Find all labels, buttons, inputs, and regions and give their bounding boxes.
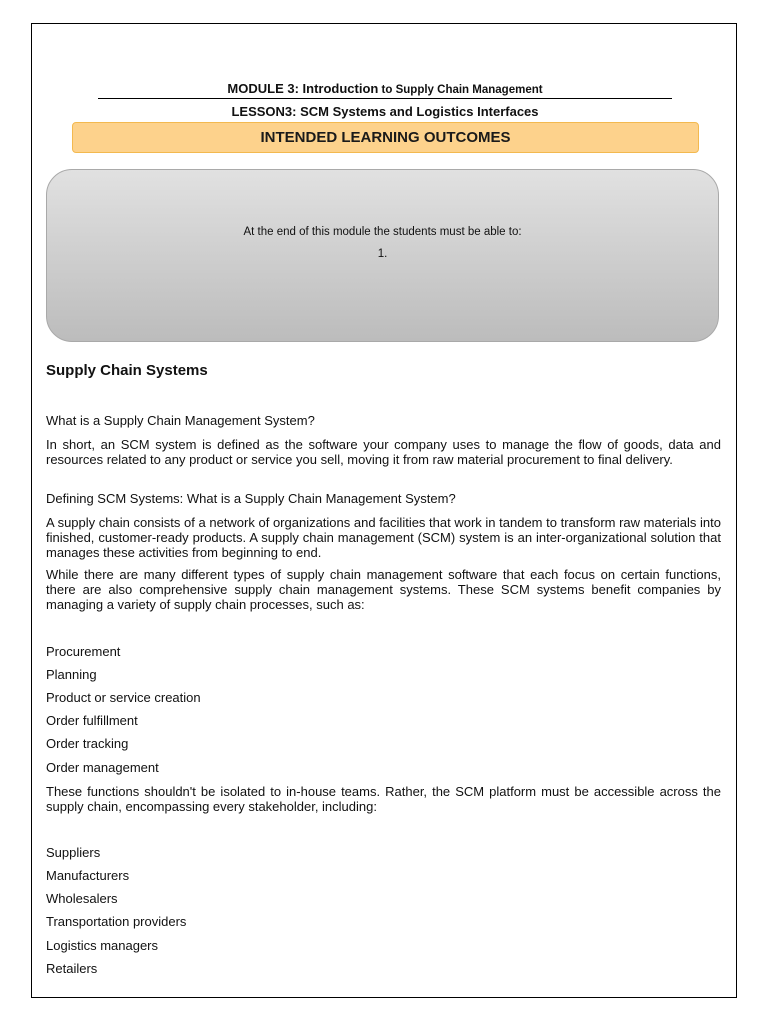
lesson-title: LESSON3: SCM Systems and Logistics Interfaces — [231, 104, 539, 119]
header-divider — [98, 98, 672, 99]
list-item-stakeholder: Transportation providers — [46, 914, 187, 929]
list-item-stakeholder: Wholesalers — [46, 891, 118, 906]
list-item-stakeholder: Logistics managers — [46, 938, 158, 953]
list-item-process: Order fulfillment — [46, 713, 138, 728]
list-item-stakeholder: Manufacturers — [46, 868, 130, 883]
list-item-process: Procurement — [46, 644, 121, 659]
paragraph-scm-definition: In short, an SCM system is defined as the software your company uses to manage the flow of goods, data and resources related to any product or service you sell, moving it from raw material procurement to final delivery. — [46, 437, 721, 467]
list-item-stakeholder: Retailers — [46, 961, 98, 976]
ilo-intro: At the end of this module the students must be able to: — [243, 226, 522, 238]
paragraph-supply-chain: A supply chain consists of a network of organizations and facilities that work in tandem to transform raw materials into finished, customer-ready products. A supply chain management (SCM) system is an inter-organizational solution that manages these activities from beginning to end. — [46, 515, 721, 560]
ilo-item-number: 1. — [377, 248, 388, 260]
list-item-process: Order tracking — [46, 736, 129, 751]
list-item-process: Product or service creation — [46, 690, 201, 705]
question-defining-scm: Defining SCM Systems: What is a Supply Chain Management System? — [46, 491, 456, 506]
paragraph-stakeholders: These functions shouldn't be isolated to in-house teams. Rather, the SCM platform must be accessible across the supply chain, encompassing every stakeholder, including: — [46, 784, 721, 814]
module-title: MODULE 3: Introduction to Supply Chain Management — [227, 81, 543, 96]
paragraph-scm-types: While there are many different types of supply chain management software that each focus on certain functions, there are also comprehensive supply chain management systems. These SCM systems benefit companies by managing a variety of supply chain processes, such as: — [46, 567, 721, 612]
list-item-process: Planning — [46, 667, 97, 682]
section-heading: Supply Chain Systems — [46, 362, 208, 379]
question-what-is-scm: What is a Supply Chain Management System? — [46, 413, 315, 428]
ilo-banner: INTENDED LEARNING OUTCOMES — [72, 122, 699, 153]
list-item-process: Order management — [46, 760, 159, 775]
list-item-stakeholder: Suppliers — [46, 845, 101, 860]
